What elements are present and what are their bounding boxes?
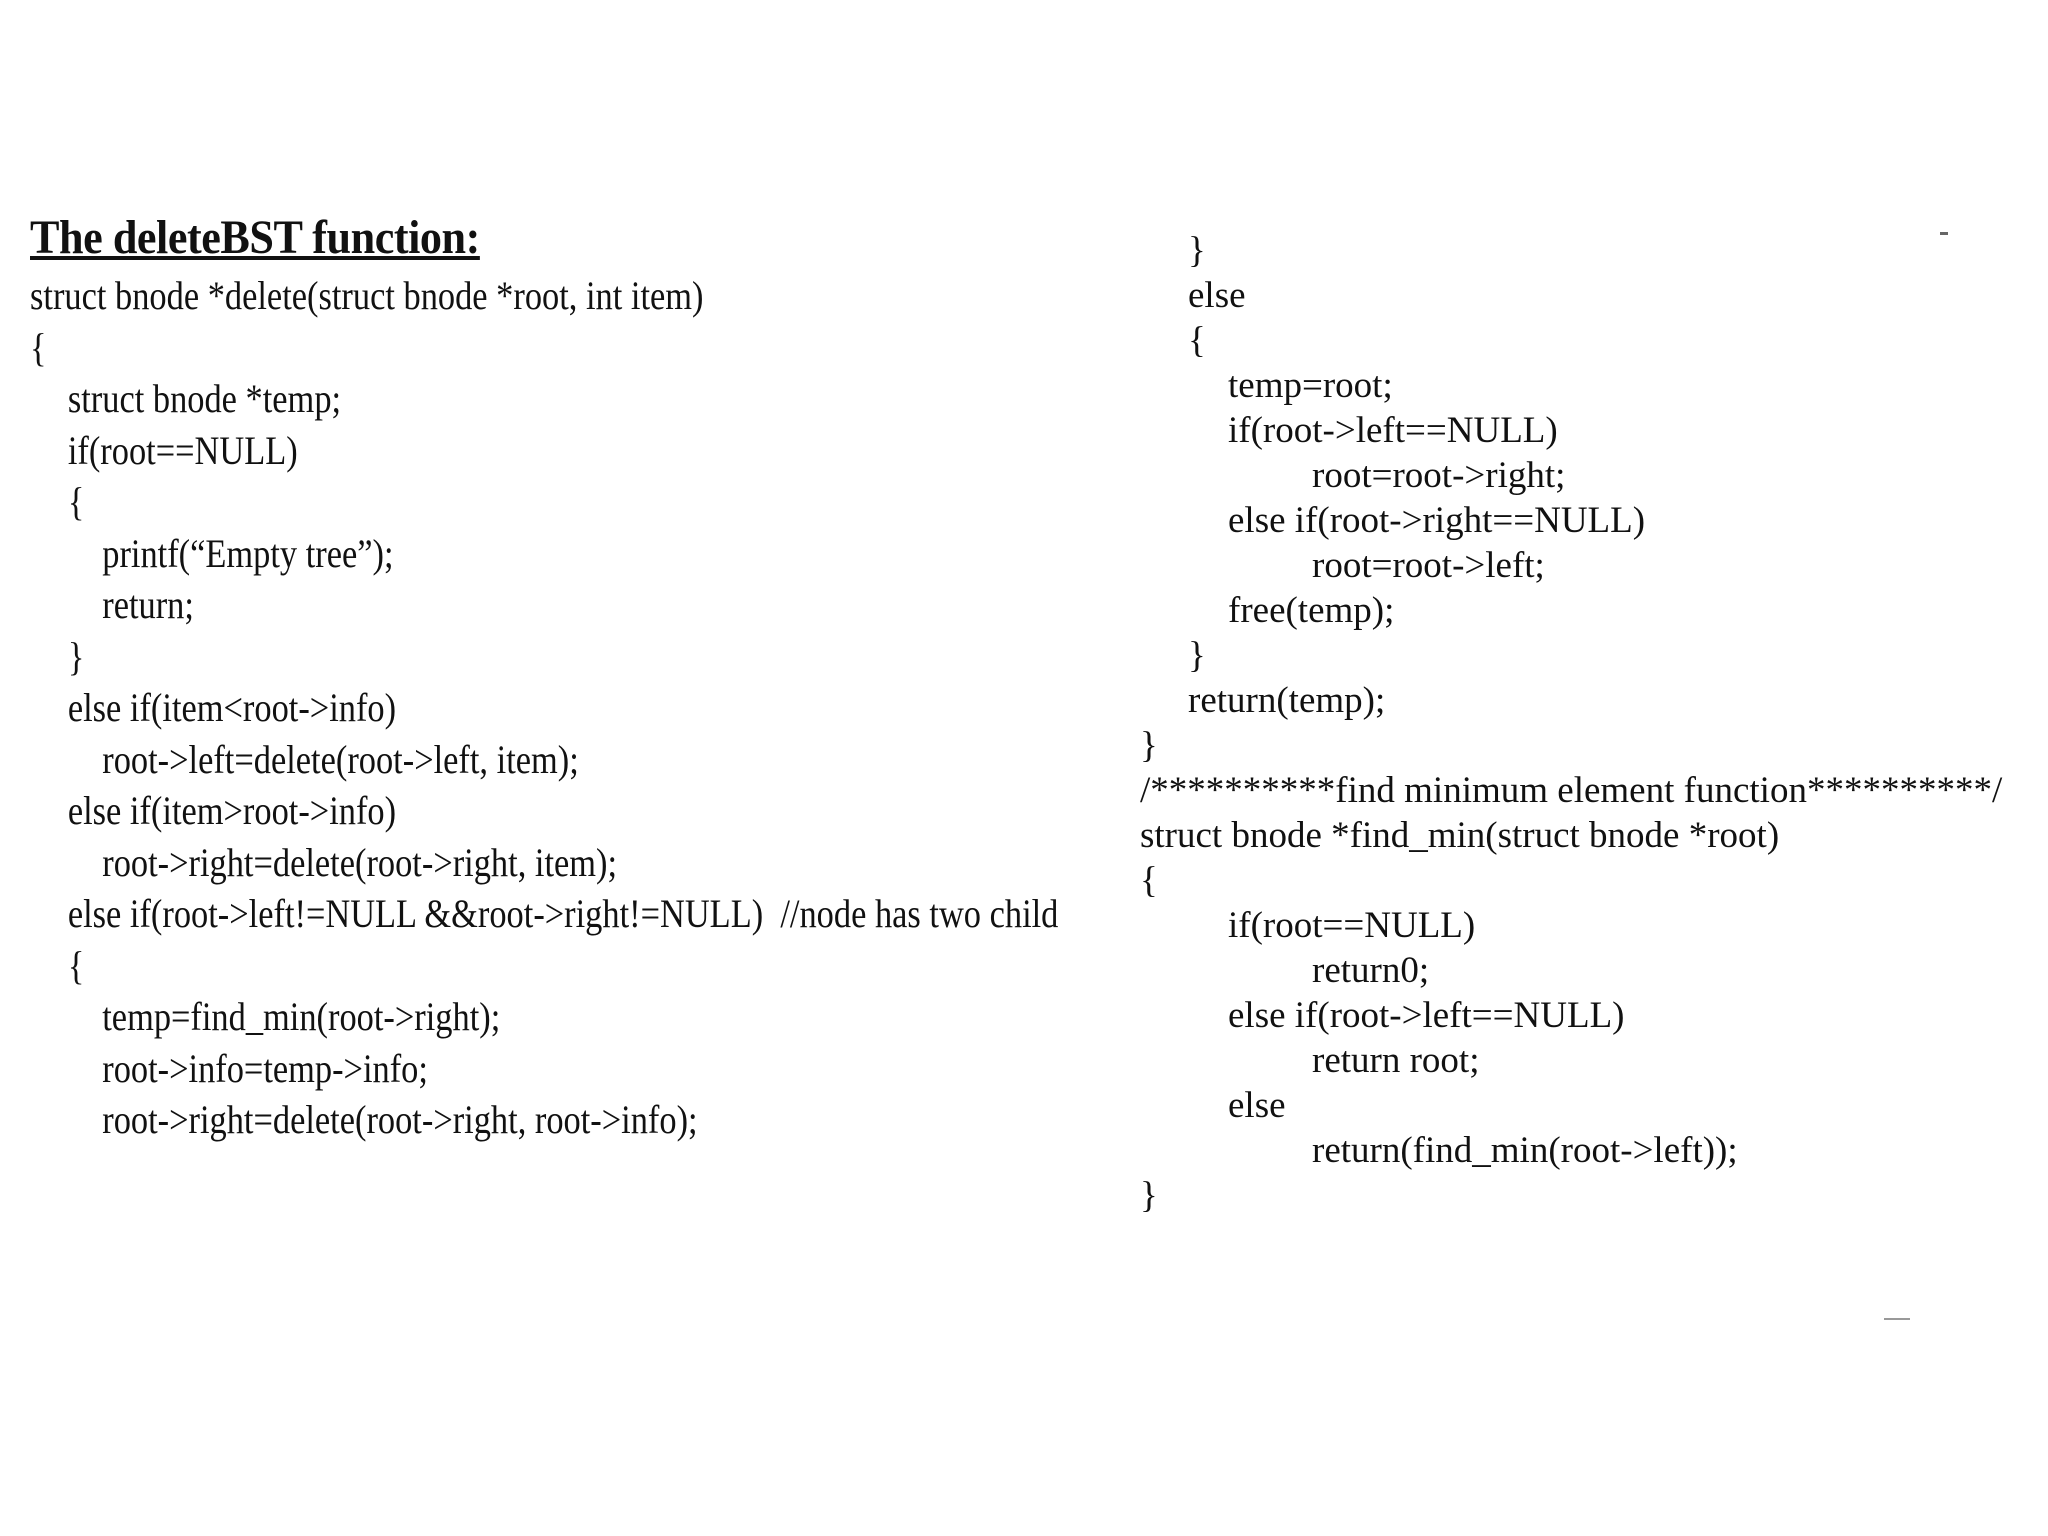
speck-mark (1940, 232, 1948, 235)
code-line: temp=root; (1228, 365, 1393, 406)
code-line: return root; (1312, 1040, 1480, 1081)
code-line: free(temp); (1228, 590, 1395, 631)
code-line: return; (102, 582, 194, 627)
code-line: } (1188, 230, 1206, 271)
footer-mark (1884, 1318, 1910, 1320)
code-line: else if(item<root->info) (67, 685, 397, 730)
code-line: { (30, 324, 47, 370)
code-line: } (1140, 725, 1158, 766)
code-line: else if(item>root->info) (67, 788, 397, 833)
code-line: root->right=delete(root->right, item); (102, 839, 618, 885)
code-line: return0; (1312, 950, 1430, 991)
code-line: temp=find_min(root->right); (102, 994, 501, 1039)
code-line: } (1140, 1175, 1158, 1216)
code-line: else (1188, 275, 1246, 316)
code-line: if(root==NULL) (1228, 905, 1476, 946)
right-code-block (1140, 228, 2040, 1218)
code-line: else if(root->right==NULL) (1228, 500, 1646, 541)
code-line: struct bnode *delete(struct bnode *root, int item) (30, 273, 704, 318)
left-code-column (30, 210, 1090, 1146)
code-line: { (67, 479, 85, 524)
code-line: root->info=temp->info; (102, 1045, 428, 1091)
code-line: if(root->left==NULL) (1228, 410, 1558, 451)
code-line: { (1140, 860, 1158, 901)
code-line: root->right=delete(root->right, root->info); (102, 1097, 698, 1142)
code-line: else if(root->left==NULL) (1228, 995, 1625, 1036)
code-line: return(find_min(root->left)); (1312, 1130, 1738, 1171)
code-line: struct bnode *find_min(struct bnode *root) (1140, 815, 1780, 856)
code-line: return(temp); (1188, 680, 1386, 721)
code-line: root=root->right; (1312, 455, 1566, 496)
code-line: /**********find minimum element function**********/ (1140, 770, 2003, 811)
code-line: { (1188, 320, 1206, 361)
code-line: } (1188, 635, 1206, 676)
right-code-column (1140, 228, 2040, 1218)
code-line: else (1228, 1085, 1286, 1126)
code-line: struct bnode *temp; (67, 376, 342, 421)
code-line: if(root==NULL) (67, 427, 298, 473)
code-line: else if(root->left!=NULL &&root->right!=NULL) //node has two child (67, 891, 1059, 936)
code-line: root->left=delete(root->left, item); (102, 736, 579, 782)
left-code-block (30, 270, 1090, 1146)
code-line: } (67, 633, 85, 679)
section-heading: The deleteBST function: (30, 211, 480, 264)
code-line: root=root->left; (1312, 545, 1545, 586)
code-line: { (67, 942, 85, 988)
code-line: printf(“Empty tree”); (102, 530, 394, 576)
